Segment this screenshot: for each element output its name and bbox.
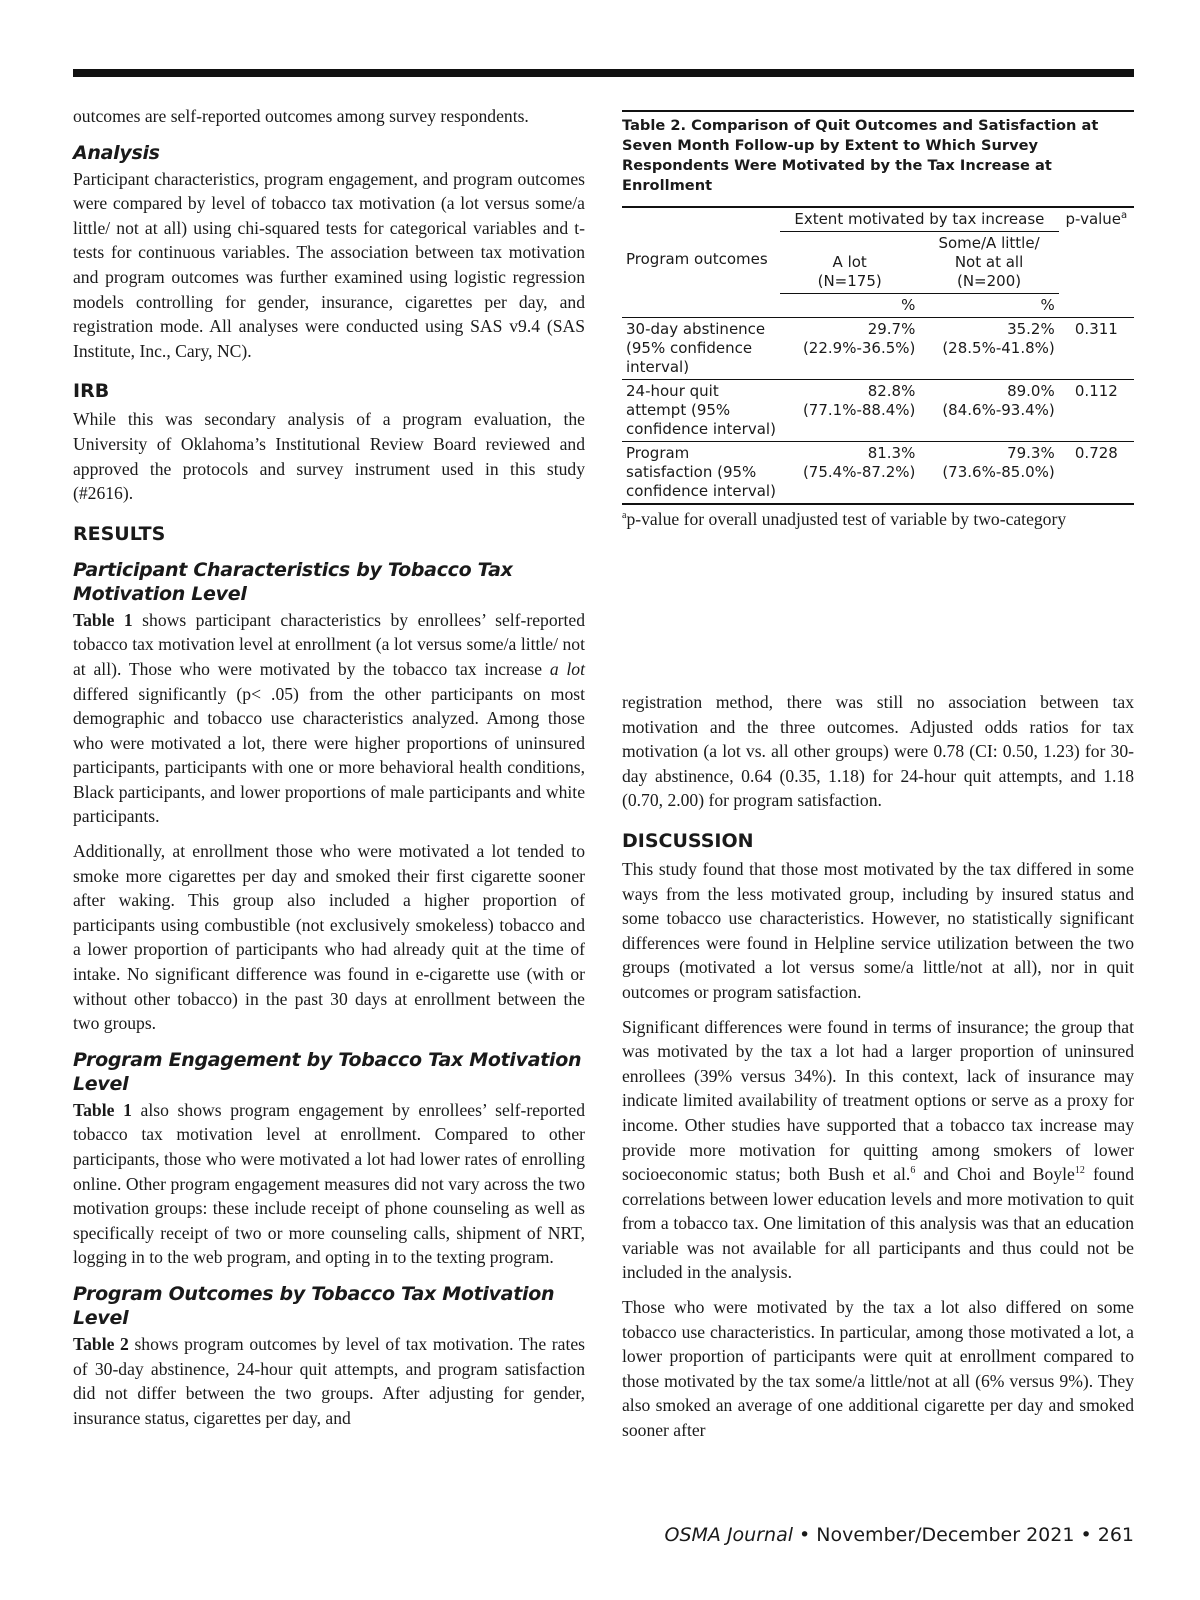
text-span: differed significantly (p< .05) from the other participants on most demographic and tobacco use characteristics analyzed. Among those who were motivated a lot, there were higher proportions of uninsured participants, participants with one or more behavioral health conditions, Black participants, and lower proportions of male participants and white participants. <box>73 683 585 827</box>
value: 35.2% <box>1007 320 1055 338</box>
text-span: shows program outcomes by level of tax motivation. The rates of 30-day abstinence, 24-hour quit attempts, and program satisfaction did not differ between the two groups. After adjusting for gender, insurance status, cigarettes per day, and <box>73 1333 585 1428</box>
ci: (84.6%-93.4%) <box>942 401 1055 419</box>
table-footnote <box>622 508 1134 530</box>
row-label: 24-hour quit attempt (95% confidence interval) <box>622 380 780 442</box>
col1-value <box>780 380 919 442</box>
ci: (77.1%-88.4%) <box>802 401 916 419</box>
irb-heading: IRB <box>73 380 110 403</box>
pvalue: 0.311 <box>1059 318 1134 380</box>
empty-cell <box>1059 294 1134 318</box>
text-span: also shows program engagement by enrollees’ self-reported tobacco tax motivation level at enrollment. Compared to other participants, those who were motivated a lot had lower rates of enrolling online. Other program engagement measures did not vary across the two motivation groups: these include receipt of phone counseling as well as specifically receipt of two or more counseling calls, shipment of NRT, logging in to the web program, and opting in to the texting program. <box>73 1099 586 1268</box>
table-ref: Table 1 <box>73 1099 132 1120</box>
pvalue-sup: a <box>1121 210 1128 221</box>
col1-value <box>780 318 919 380</box>
intro-paragraph: outcomes are self-reported outcomes among survey respondents. <box>73 106 529 126</box>
adjusted-paragraph: registration method, there was still no association between tax motivation and the three outcomes. Adjusted odds ratios for tax motivation (a lot vs. all other groups) were 0.78 (CI: 0.50, 1.23) for 30-day abstinence, 0.64 (0.35, 1.18) for 24-hour quit attempts, and 1.18 (0.70, 2.00) for program satisfaction. <box>622 692 1134 811</box>
col2-name-b: Not at all <box>954 253 1024 271</box>
ci: (75.4%-87.2%) <box>802 463 916 481</box>
discussion-heading: DISCUSSION <box>622 829 754 852</box>
program-engagement-heading: Program Engagement by Tobacco Tax Motivation Level <box>73 1048 582 1095</box>
col2-value <box>919 380 1058 442</box>
additional-characteristics-paragraph: Additionally, at enrollment those who were motivated a lot tended to smoke more cigarettes per day and smoked their first cigarette sooner after waking. This group also included a higher proportion of participants using combustible (not exclusively smokeless) tobacco and a lower proportion of participants who had already quit at the time of intake. No significant difference was found in e-cigarette use (with or without other tobacco) in the past 30 days at enrollment between the two groups. <box>73 841 585 1034</box>
journal-name: OSMA Journal <box>664 1524 793 1546</box>
empty-cell <box>622 207 780 232</box>
value: 29.7% <box>867 320 916 338</box>
col2-value <box>919 318 1058 380</box>
irb-paragraph: While this was secondary analysis of a program evaluation, the University of Oklahoma’s Institutional Review Board reviewed and approved the protocols and survey instrument used in this study (#2616). <box>73 409 585 504</box>
ci: (22.9%-36.5%) <box>802 339 916 357</box>
col1-value <box>780 442 919 505</box>
reference-sup: 6 <box>910 1165 916 1177</box>
text-span: shows participant characteristics by enrollees’ self-reported tobacco tax motivation level at enrollment (a lot versus some/a little/ not at all). Those who were motivated by the tobacco tax increase <box>73 609 585 679</box>
table-title: Table 2. Comparison of Quit Outcomes and Satisfaction at Seven Month Follow-up by Extent to Which Survey Respondents Were Motivated by the Tax Increase at Enrollment <box>622 110 1134 196</box>
discussion-paragraph-1: This study found that those most motivated by the tax differed in some ways from the less motivated group, including by insured status and some tobacco use characteristics. However, no statistically significant differences were found in Helpline service utilization between the two groups (motivated a lot versus some/a little/not at all), nor in quit outcomes or program satisfaction. <box>622 858 1134 1002</box>
col2-unit: % <box>1040 296 1055 314</box>
table-grid <box>622 206 1134 505</box>
row-header: Program outcomes <box>626 249 768 268</box>
pvalue: 0.112 <box>1059 380 1134 442</box>
program-outcomes-heading: Program Outcomes by Tobacco Tax Motivation Level <box>73 1282 555 1329</box>
results-heading: RESULTS <box>73 522 166 545</box>
col1-header <box>780 232 919 294</box>
text-span: found correlations between lower education levels and more motivation to quit from a tobacco tax. One limitation of this analysis was that an education variable was not available for all participants and thus could not be included in the analysis. <box>622 1164 1134 1283</box>
col1-unit: % <box>901 296 916 314</box>
col2-n: (N=200) <box>956 272 1022 290</box>
right-column <box>622 690 1134 1453</box>
page-footer <box>665 1524 1135 1546</box>
discussion-paragraph-2 <box>622 1015 1134 1286</box>
col2-header <box>919 232 1058 294</box>
footer-issue: • November/December 2021 • 261 <box>793 1524 1134 1546</box>
col2-value <box>919 442 1058 505</box>
pvalue: 0.728 <box>1059 442 1134 505</box>
program-outcomes-paragraph <box>73 1332 585 1430</box>
participant-characteristics-paragraph <box>73 608 585 829</box>
ci: (73.6%-85.0%) <box>942 463 1055 481</box>
value: 82.8% <box>867 382 916 400</box>
row-label: Program satisfaction (95% confidence interval) <box>622 442 780 505</box>
footnote-sup: a <box>622 510 627 522</box>
table-2 <box>622 110 1134 530</box>
pvalue-header <box>1059 207 1134 232</box>
col2-name-a: Some/A little/ <box>938 234 1040 252</box>
empty-cell <box>1059 232 1134 294</box>
footnote-text: p-value for overall unadjusted test of variable by two-category <box>626 509 1067 529</box>
table-ref: Table 2 <box>73 1333 129 1354</box>
value: 89.0% <box>1007 382 1055 400</box>
pvalue-label: p-value <box>1065 210 1122 228</box>
ci: (28.5%-41.8%) <box>942 339 1055 357</box>
analysis-paragraph: Participant characteristics, program engagement, and program outcomes were compared by level of tobacco tax motivation (a lot versus some/a little/ not at all) using chi-squared tests for categorical variables and t-tests for continuous variables. The association between tax motivation and program outcomes was further examined using logistic regression models controlling for gender, insurance, cigarettes per day, and registration mode. All analyses were conducted using SAS v9.4 (SAS Institute, Inc., Cary, NC). <box>73 168 585 361</box>
group-header: Extent motivated by tax increase <box>780 207 1059 232</box>
text-span: Significant differences were found in terms of insurance; the group that was motivated by the tax a lot had a larger proportion of uninsured enrollees (39% versus 34%). In this context, lack of insurance may indicate limited availability of treatment options or serve as a proxy for income. Other studies have supported that a tobacco tax increase may provide more motivation for quitting among smokers of lower socioeconomic status; both Bush et al. <box>622 1016 1134 1185</box>
emphasis: a lot <box>549 658 585 679</box>
value: 79.3% <box>1007 444 1055 462</box>
table-ref: Table 1 <box>73 609 133 630</box>
analysis-heading: Analysis <box>73 141 160 164</box>
participant-characteristics-heading: Participant Characteristics by Tobacco Tax Motivation Level <box>73 558 513 605</box>
reference-sup: 12 <box>1074 1165 1085 1177</box>
text-span: and Choi and Boyle <box>915 1164 1075 1185</box>
col1-n: (N=175) <box>817 272 882 290</box>
empty-cell <box>622 294 780 318</box>
program-engagement-paragraph <box>73 1098 585 1270</box>
top-rule <box>73 69 1134 77</box>
discussion-paragraph-3: Those who were motivated by the tax a lot also differed on some tobacco use characteristics. In particular, among those motivated a lot, a lower proportion of participants were quit at enrollment compared to those motivated by the tax some/a little/not at all (6% versus 9%). They also smoked an average of one additional cigarette per day and smoked sooner after <box>622 1297 1134 1441</box>
value: 81.3% <box>867 444 916 462</box>
row-label: 30-day abstinence (95% confidence interval) <box>622 318 780 380</box>
col1-name: A lot <box>832 253 867 271</box>
left-column <box>73 104 585 1440</box>
